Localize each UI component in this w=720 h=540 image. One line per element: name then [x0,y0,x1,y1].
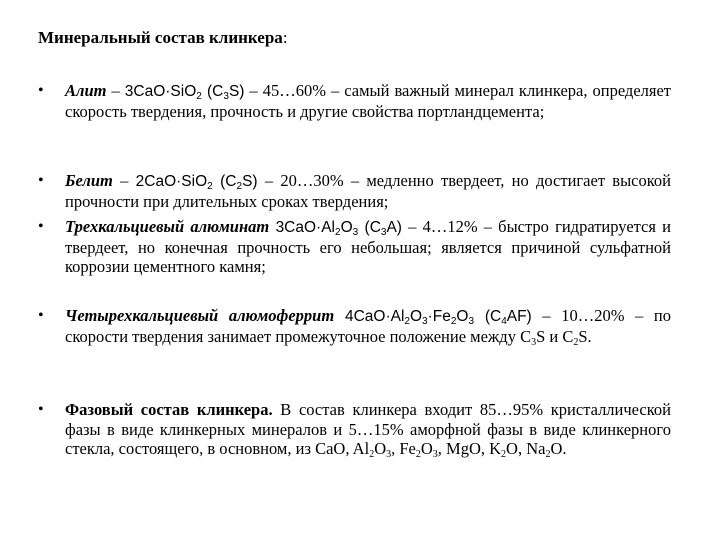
formula: $3CaO\cdot Al_2O_3$ $(C_3A)$ [269,219,402,238]
term-belite: Белит [65,171,113,190]
term-aluminoferrite: Четырехкальциевый алюмоферрит [65,306,335,325]
formula: 3CaO·SiO$_2$ $(C_3S)$ [124,83,245,102]
item-description: – 45…60% – самый важный минерал клинкера, определяет скорость твердения, прочность и другие свойства портландцемента; [65,81,671,121]
item-text [65,400,671,459]
bullet-icon: • [38,218,44,235]
bullet-icon: • [38,307,44,324]
item-description: – 20…30% – медленно твердеет, но достигает высокой прочности при длительных сроках твердения; [65,171,671,211]
slide-title [38,28,288,48]
formula: 2CaO·SiO$_2$ $(C_2S)$ [135,173,258,192]
term-alite: Алит [65,81,107,100]
bullet-icon: • [38,172,44,189]
bullet-icon: • [38,401,44,418]
item-description: – 10…20% – по скорости твердения занимает промежуточное положение между $C_3S$ и $C_2S$. [65,306,671,348]
term-phase-composition: Фазовый состав клинкера. [65,400,273,419]
item-text: Алит – 3CaO·SiO$_2$ $(C_3S)$ – 45…60% – самый важный минерал клинкера, определяет скорость твердения, прочность и другие свойства портландцемента; [65,81,671,121]
item-description: В состав клинкера входит 85…95% кристаллической фазы в виде клинкерных минералов и 5…15% аморфной фазы в виде клинкерного стекла, состоящего, в основном, из CaO, $Al_2O_3$, $Fe_2O_3$, MgO, $K_2O$, $Na_2O$. [65,400,671,460]
title-text: Минеральный состав клинкера [38,28,283,47]
term-aluminate: Трехкальциевый алюминат [65,217,270,236]
item-text [65,306,671,346]
bullet-icon: • [38,82,44,99]
title-colon: : [282,28,288,47]
item-text [65,217,671,277]
item-description: – 4…12% – быстро гидратируется и твердеет, но конечная прочность его небольшая; является причиной сульфатной коррозии цементного камня; [65,217,671,276]
item-text: Белит – 2CaO·SiO$_2$ $(C_2S)$ – 20…30% – медленно твердеет, но достигает высокой прочности при длительных сроках твердения; [65,171,671,211]
formula: $4CaO\cdot Al_2O_3\cdot Fe_2O_3$ $(C_4AF)$ [334,308,532,327]
